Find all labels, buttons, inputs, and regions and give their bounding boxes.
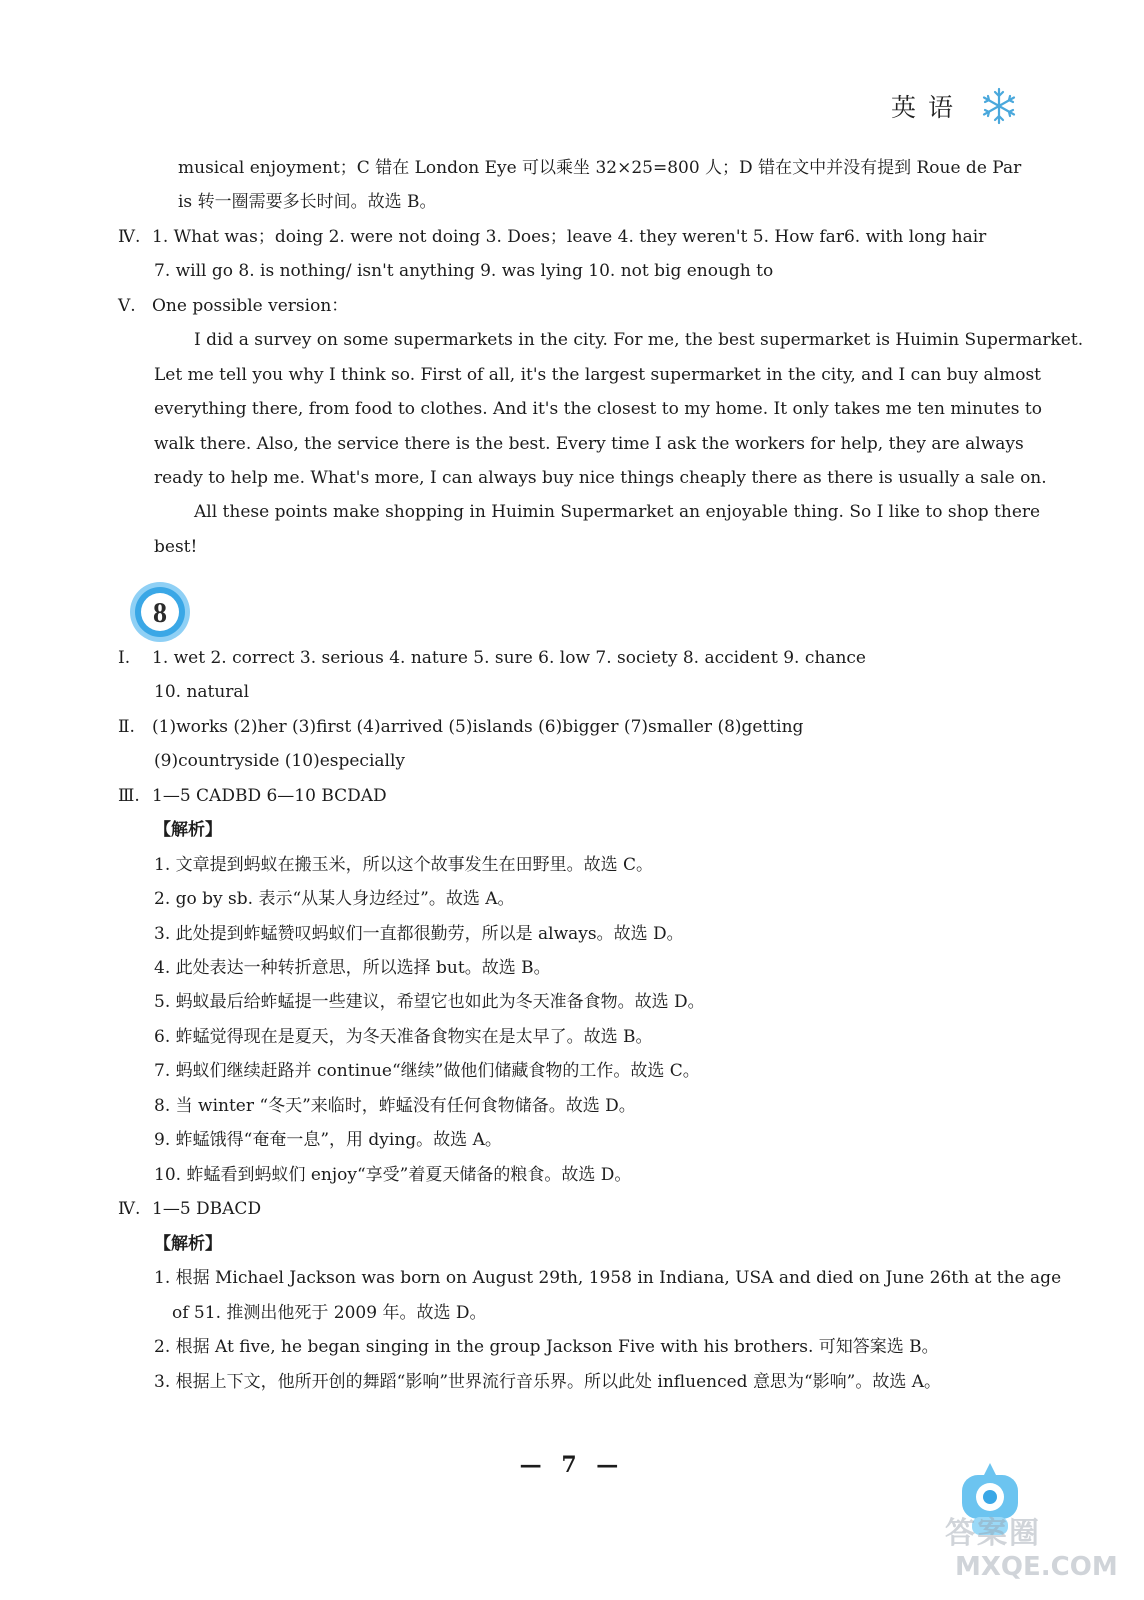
- section-numeral: Ⅳ.: [118, 227, 141, 247]
- analysis-item: 7. 蚂蚁们继续赶路并 continue“继续”做他们储藏食物的工作。故选 C。: [154, 1061, 700, 1081]
- section-i-answers-1: 1. wet 2. correct 3. serious 4. nature 5. sure 6. low 7. society 8. accident 9. chance: [152, 648, 866, 668]
- analysis-item: 3. 根据上下文，他所开创的舞蹈“影响”世界流行音乐界。所以此处 influenced 意思为“影响”。故选 A。: [154, 1372, 942, 1392]
- essay-line: everything there, from food to clothes. And it's the closest to my home. It only takes me ten minutes to: [154, 399, 1042, 419]
- essay-line: walk there. Also, the service there is the best. Every time I ask the workers for help, they are always: [154, 434, 1024, 454]
- essay-line: I did a survey on some supermarkets in the city. For me, the best supermarket is Huimin Supermarket.: [194, 330, 1084, 350]
- section-i-line-2: 10. natural: [154, 682, 250, 702]
- analysis-item: 10. 蚱蜢看到蚂蚁们 enjoy“享受”着夏天储备的粮食。故选 D。: [154, 1165, 632, 1185]
- unit-number-badge: [128, 580, 192, 644]
- analysis-item-continued: of 51. 推测出他死于 2009 年。故选 D。: [172, 1303, 487, 1323]
- essay-line: best!: [154, 537, 198, 557]
- section-numeral: Ⅰ.: [118, 648, 131, 668]
- section-ii-line-2: (9)countryside (10)especially: [154, 751, 405, 771]
- essay-line: ready to help me. What's more, I can always buy nice things cheaply there as there is usually a sale on.: [154, 468, 1047, 488]
- section-numeral: Ⅳ.: [118, 1199, 141, 1219]
- section-v-intro-text: One possible version：: [152, 296, 349, 316]
- analysis-item: 1. 根据 Michael Jackson was born on August 29th, 1958 in Indiana, USA and died on June 26th at the age: [154, 1268, 1062, 1288]
- section-iii-answer-text: 1—5 CADBD 6—10 BCDAD: [152, 786, 387, 806]
- watermark-url: MXQE.COM: [955, 1552, 1118, 1582]
- section-iv-answers-1: 1. What was；doing 2. were not doing 3. Does；leave 4. they weren't 5. How far6. with long hair: [152, 227, 987, 247]
- analysis-item: 1. 文章提到蚂蚁在搬玉米，所以这个故事发生在田野里。故选 C。: [154, 855, 654, 875]
- section-numeral: Ⅲ.: [118, 786, 140, 806]
- snowflake-icon: [979, 86, 1019, 126]
- analysis-item: 8. 当 winter “冬天”来临时，蚱蜢没有任何食物储备。故选 D。: [154, 1096, 636, 1116]
- page-header: [891, 86, 1019, 126]
- watermark-logo: 答案圈: [945, 1516, 1041, 1551]
- page-number: — 7 —: [519, 1452, 625, 1478]
- section-iii-answers: [118, 784, 387, 808]
- analysis-item: 5. 蚂蚁最后给蚱蜢提一些建议，希望它也如此为冬天准备食物。故选 D。: [154, 992, 705, 1012]
- essay-line: Let me tell you why I think so. First of all, it's the largest supermarket in the city, and I can buy almost: [154, 365, 1041, 385]
- analysis-label: 【解析】: [154, 820, 222, 840]
- section-numeral: Ⅱ.: [118, 717, 135, 737]
- section-v-intro: [118, 294, 348, 318]
- essay-line: All these points make shopping in Huimin Supermarket an enjoyable thing. So I like to shop there: [194, 502, 1041, 522]
- analysis-label: 【解析】: [154, 1234, 222, 1254]
- section-iv2-answers: [118, 1197, 261, 1221]
- section-iv-line-1: [118, 225, 986, 249]
- analysis-item: 9. 蚱蜢饿得“奄奄一息”，用 dying。故选 A。: [154, 1130, 502, 1150]
- section-ii-answers-1: (1)works (2)her (3)first (4)arrived (5)islands (6)bigger (7)smaller (8)getting: [152, 717, 804, 737]
- analysis-item: 4. 此处表达一种转折意思，所以选择 but。故选 B。: [154, 958, 551, 978]
- section-ii-line-1: [118, 715, 803, 739]
- analysis-item: 3. 此处提到蚱蜢赞叹蚂蚁们一直都很勤劳，所以是 always。故选 D。: [154, 924, 684, 944]
- analysis-item: 2. 根据 At five, he began singing in the group Jackson Five with his brothers. 可知答案选 B。: [154, 1337, 939, 1357]
- section-iv-line-2: 7. will go 8. is nothing/ isn't anything 9. was lying 10. not big enough to: [154, 261, 774, 281]
- prev-analysis-line-1: musical enjoyment；C 错在 London Eye 可以乘坐 32×25=800 人；D 错在文中并没有提到 Roue de Par: [178, 158, 1022, 178]
- analysis-item: 2. go by sb. 表示“从某人身边经过”。故选 A。: [154, 889, 515, 909]
- analysis-item: 6. 蚱蜢觉得现在是夏天，为冬天准备食物实在是太早了。故选 B。: [154, 1027, 653, 1047]
- section-iv2-answer-text: 1—5 DBACD: [152, 1199, 262, 1219]
- unit-number: 8: [153, 598, 167, 629]
- section-i-line-1: [118, 646, 866, 670]
- section-numeral: Ⅴ.: [118, 296, 136, 316]
- subject-title: 英语: [890, 93, 965, 122]
- prev-analysis-line-2: is 转一圈需要多长时间。故选 B。: [178, 192, 437, 212]
